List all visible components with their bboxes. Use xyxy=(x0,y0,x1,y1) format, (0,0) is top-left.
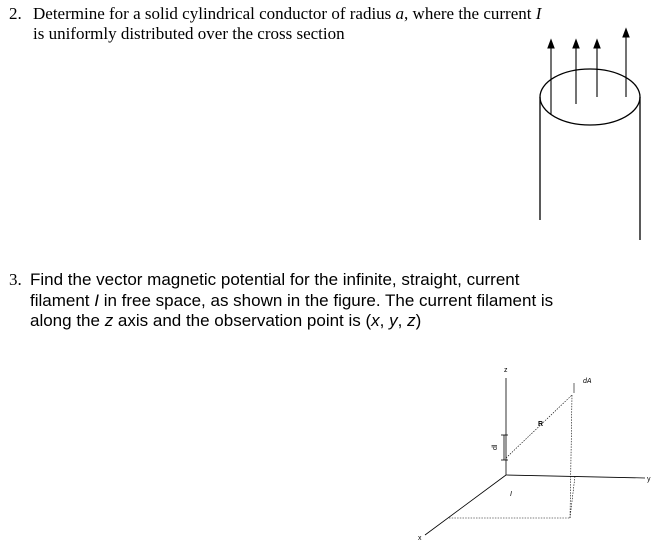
da-label: dA xyxy=(583,378,592,385)
z-axis-label: z xyxy=(504,367,508,374)
problem-3-number: 3. xyxy=(9,270,22,289)
vertical-dashed-line xyxy=(570,395,572,518)
x-axis xyxy=(425,475,506,535)
current-label: I xyxy=(510,491,512,498)
radius-variable: a xyxy=(395,4,405,23)
problem-2-line-1: Determine for a solid cylindrical conductor of radius a, where the current I xyxy=(33,4,542,23)
r-label: R xyxy=(538,421,544,428)
problem-2-number: 2. xyxy=(9,4,22,23)
y-axis-label: y xyxy=(647,476,651,483)
current-variable: I xyxy=(94,290,99,310)
problem-3-line-1: Find the vector magnetic potential for the infinite, straight, current xyxy=(30,270,520,289)
dl-label: dl xyxy=(492,444,499,450)
y-axis xyxy=(506,475,645,478)
x-axis-label: x xyxy=(418,535,422,542)
axis-variable: z xyxy=(104,311,114,330)
problem-2-line-2: is uniformly distributed over the cross section xyxy=(33,24,345,43)
problem-3-line-2: filament I in free space, as shown in the figure. The current filament is xyxy=(30,290,554,310)
problem-3-line-3: along the z axis and the observation point is (x, y, z) xyxy=(30,311,422,330)
current-variable: I xyxy=(535,4,542,23)
